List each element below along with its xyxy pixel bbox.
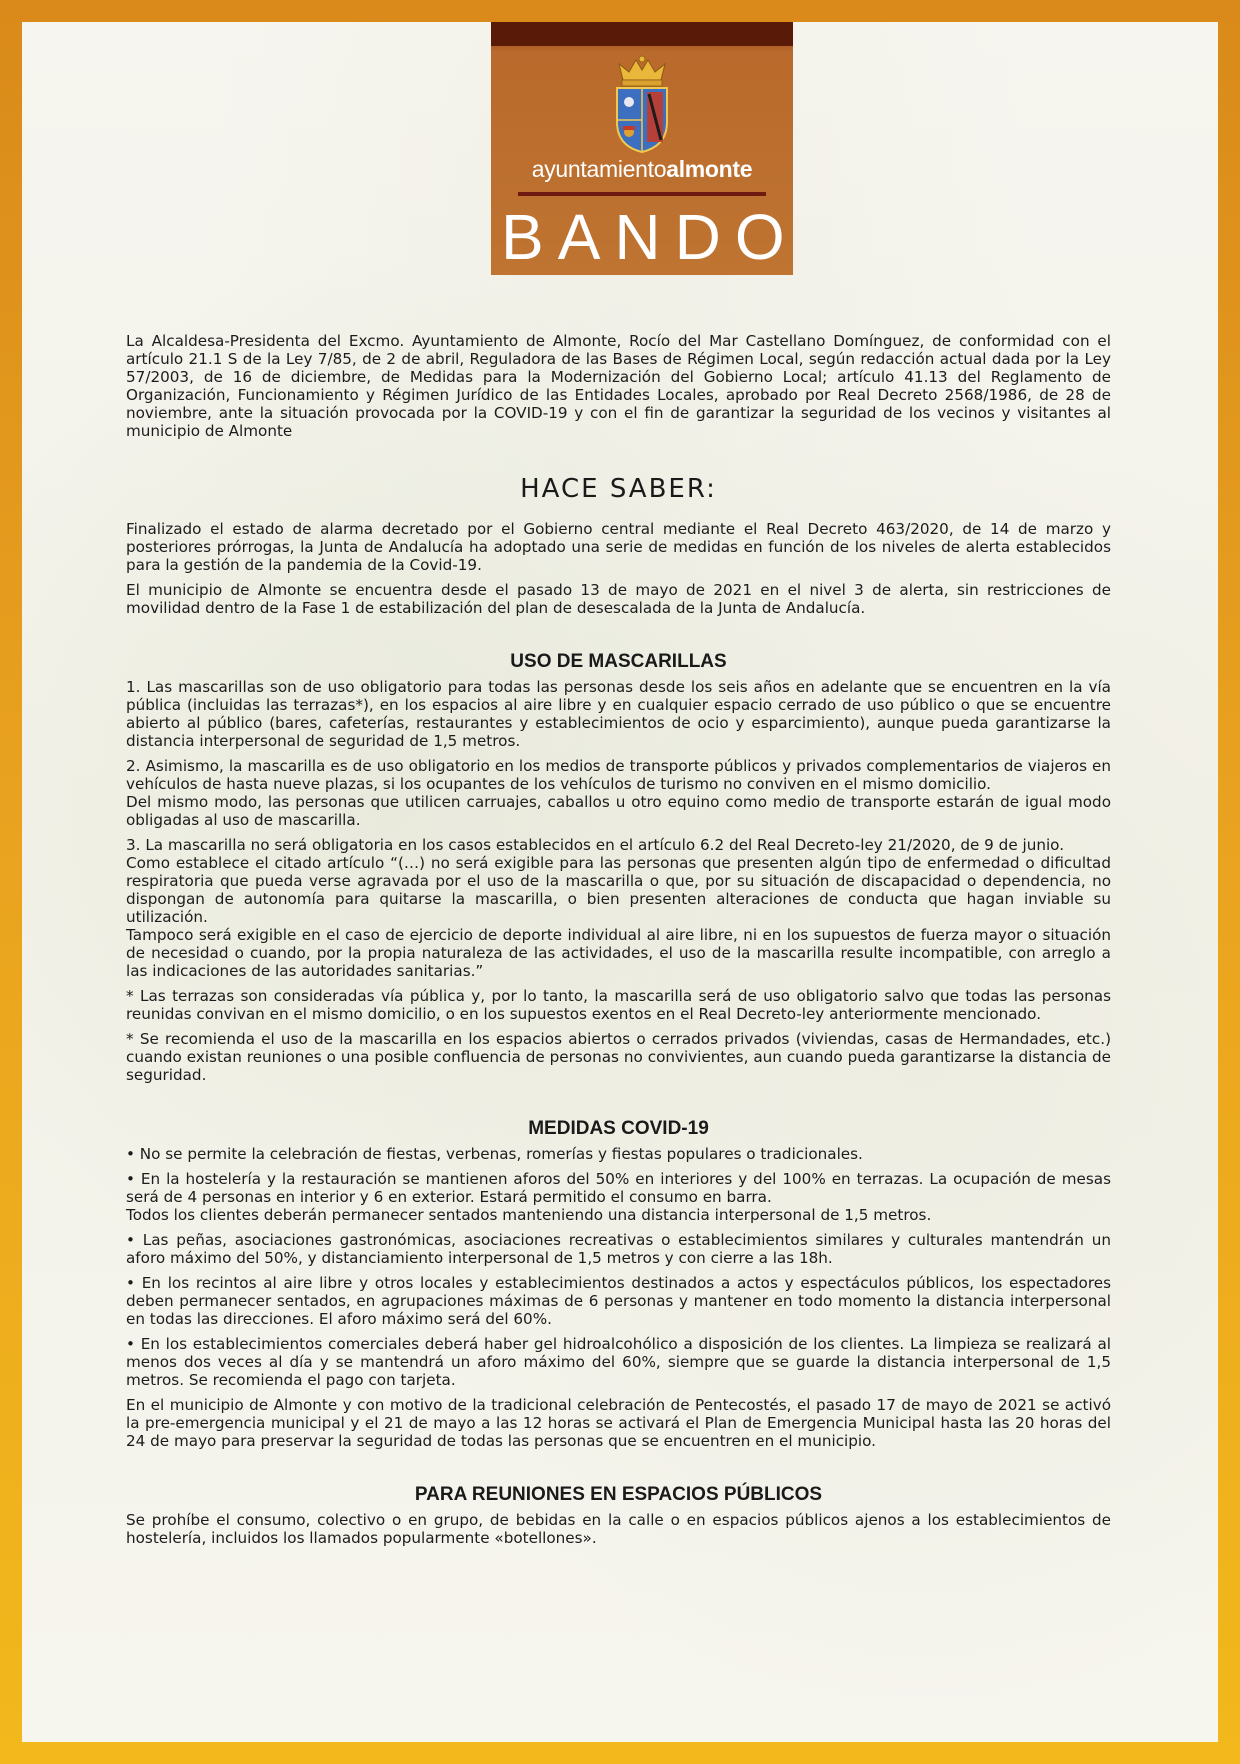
mascarillas-paragraph: 1. Las mascarillas son de uso obligatorio para todas las personas desde los seis años en adelante que se encuentren en la vía pública (incluidas las terrazas*), en los espacios al aire libre y en cualquier espacio cerrado de uso público o que se encuentre abierto al público (bares, cafeterías, restaurantes y establecimientos de ocio y esparcimiento), aunque pueda garantizarse la distancia interpersonal de seguridad de 1,5 metros. (126, 678, 1111, 750)
hace-saber-paragraph: El municipio de Almonte se encuentra desde el pasado 13 de mayo de 2021 en el nivel 3 de alerta, sin restricciones de movilidad dentro de la Fase 1 de estabilización del plan de desescalada de la Junta de Andalucía. (126, 581, 1111, 617)
mascarillas-paragraph: 3. La mascarilla no será obligatoria en los casos establecidos en el artículo 6.2 del Real Decreto-ley 21/2020, de 9 de junio. Como establece el citado artículo “(…) no será exigible para las personas que presenten algún tipo de enfermedad o dificultad respiratoria que pueda verse agravada por el uso de la mascarilla o que, por su situación de discapacidad o dependencia, no dispongan de autonomía para quitarse la mascarilla, o bien presenten alteraciones de conducta que hagan inviable su utilización. Tampoco será exigible en el caso de ejercicio de deporte individual al aire libre, ni en los supuestos de fuerza mayor o situación de necesidad o cuando, por la propia naturaleza de las actividades, el uso de la mascarilla resulte incompatible, con arreglo a las indicaciones de las autoridades sanitarias.” (126, 836, 1111, 980)
mascarillas-section (126, 678, 1111, 1084)
document-title: BANDO (501, 201, 799, 273)
hace-saber-heading: HACE SABER: (520, 474, 717, 504)
hace-saber-section (126, 520, 1111, 617)
header-top-strip (491, 22, 793, 46)
medidas-paragraph: • En los establecimientos comerciales deberá haber gel hidroalcohólico a disposición de los clientes. La limpieza se realizará al menos dos veces al día y se mantendrá un aforo máximo del 60%, siempre que se guarde la distancia interpersonal de 1,5 metros. Se recomienda el pago con tarjeta. (126, 1335, 1111, 1389)
medidas-paragraph: • En la hostelería y la restauración se mantienen aforos del 50% en interiores y del 100% en terrazas. La ocupación de mesas será de 4 personas en interior y 6 en exterior. Estará permitido el consumo en barra. Todos los clientes deberán permanecer sentados manteniendo una distancia interpersonal de 1,5 metros. (126, 1170, 1111, 1224)
brand-light-text: ayuntamiento (531, 156, 667, 182)
bando-page (22, 22, 1218, 1742)
brand-wordmark (491, 156, 793, 183)
reuniones-paragraph: Se prohíbe el consumo, colectivo o en grupo, de bebidas en la calle o en espacios públicos ajenos a los establecimientos de hostelería, incluidos los llamados popularmente «botellones». (126, 1511, 1111, 1547)
medidas-paragraph: En el municipio de Almonte y con motivo de la tradicional celebración de Pentecostés, el pasado 17 de mayo de 2021 se activó la pre-emergencia municipal y el 21 de mayo a las 12 horas se activará el Plan de Emergencia Municipal hasta las 20 horas del 24 de mayo para preservar la seguridad de todas las personas que se encuentren en el municipio. (126, 1396, 1111, 1450)
intro-paragraph: La Alcaldesa-Presidenta del Excmo. Ayuntamiento de Almonte, Rocío del Mar Castellano Domínguez, de conformidad con el artículo 21.1 S de la Ley 7/85, de 2 de abril, Reguladora de las Bases de Régimen Local, según redacción actual dada por la Ley 57/2003, de 16 de diciembre, de Medidas para la Modernización del Gobierno Local; artículo 41.13 del Reglamento de Organización, Funcionamiento y Régimen Jurídico de las Entidades Locales, aprobado por Real Decreto 2568/1986, de 28 de noviembre, ante la situación provocada por la COVID-19 y con el fin de garantizar la seguridad de los vecinos y visitantes al municipio de Almonte (126, 332, 1111, 440)
hace-saber-paragraph: Finalizado el estado de alarma decretado por el Gobierno central mediante el Real Decreto 463/2020, de 14 de marzo y posteriores prórrogas, la Junta de Andalucía ha adoptado una serie de medidas en función de los niveles de alerta establecidos para la gestión de la pandemia de la Covid-19. (126, 520, 1111, 574)
mascarillas-heading: USO DE MASCARILLAS (510, 651, 727, 672)
header-banner (491, 22, 799, 275)
reuniones-section (126, 1511, 1111, 1547)
mascarillas-paragraph: * Las terrazas son consideradas vía pública y, por lo tanto, la mascarilla será de uso obligatorio salvo que todas las personas reunidas convivan en el mismo domicilio, o en los supuestos exentos en el Real Decreto-ley anteriormente mencionado. (126, 987, 1111, 1023)
mascarillas-paragraph: 2. Asimismo, la mascarilla es de uso obligatorio en los medios de transporte públicos y privados complementarios de viajeros en vehículos de hasta nueve plazas, si los ocupantes de los vehículos de turismo no conviven en el mismo domicilio. Del mismo modo, las personas que utilicen carruajes, caballos u otro equino como medio de transporte estarán de igual modo obligadas al uso de mascarilla. (126, 757, 1111, 829)
mascarillas-paragraph: * Se recomienda el uso de la mascarilla en los espacios abiertos o cerrados privados (viviendas, casas de Hermandades, etc.) cuando existan reuniones o una posible confluencia de personas no convivientes, aun cuando pueda garantizarse la distancia de seguridad. (126, 1030, 1111, 1084)
medidas-paragraph: • No se permite la celebración de fiestas, verbenas, romerías y fiestas populares o tradicionales. (126, 1145, 863, 1163)
medidas-paragraph: • En los recintos al aire libre y otros locales y establecimientos destinados a actos y espectáculos públicos, los espectadores deben permanecer sentados, en agrupaciones máximas de 6 personas y mantener en todo momento la distancia interpersonal en todas las direcciones. El aforo máximo será del 60%. (126, 1274, 1111, 1328)
medidas-paragraph: • Las peñas, asociaciones gastronómicas, asociaciones recreativas o establecimientos similares y culturales mantendrán un aforo máximo del 50%, y distanciamiento interpersonal de 1,5 metros y con cierre a las 18h. (126, 1231, 1111, 1267)
coat-of-arms-icon (609, 54, 675, 154)
brand-bold-text: almonte (666, 156, 753, 182)
medidas-heading: MEDIDAS COVID-19 (528, 1118, 709, 1139)
brand-divider (518, 192, 766, 196)
reuniones-heading: PARA REUNIONES EN ESPACIOS PÚBLICOS (414, 1484, 823, 1505)
medidas-section (126, 1145, 1111, 1450)
document-body (126, 332, 1111, 1554)
